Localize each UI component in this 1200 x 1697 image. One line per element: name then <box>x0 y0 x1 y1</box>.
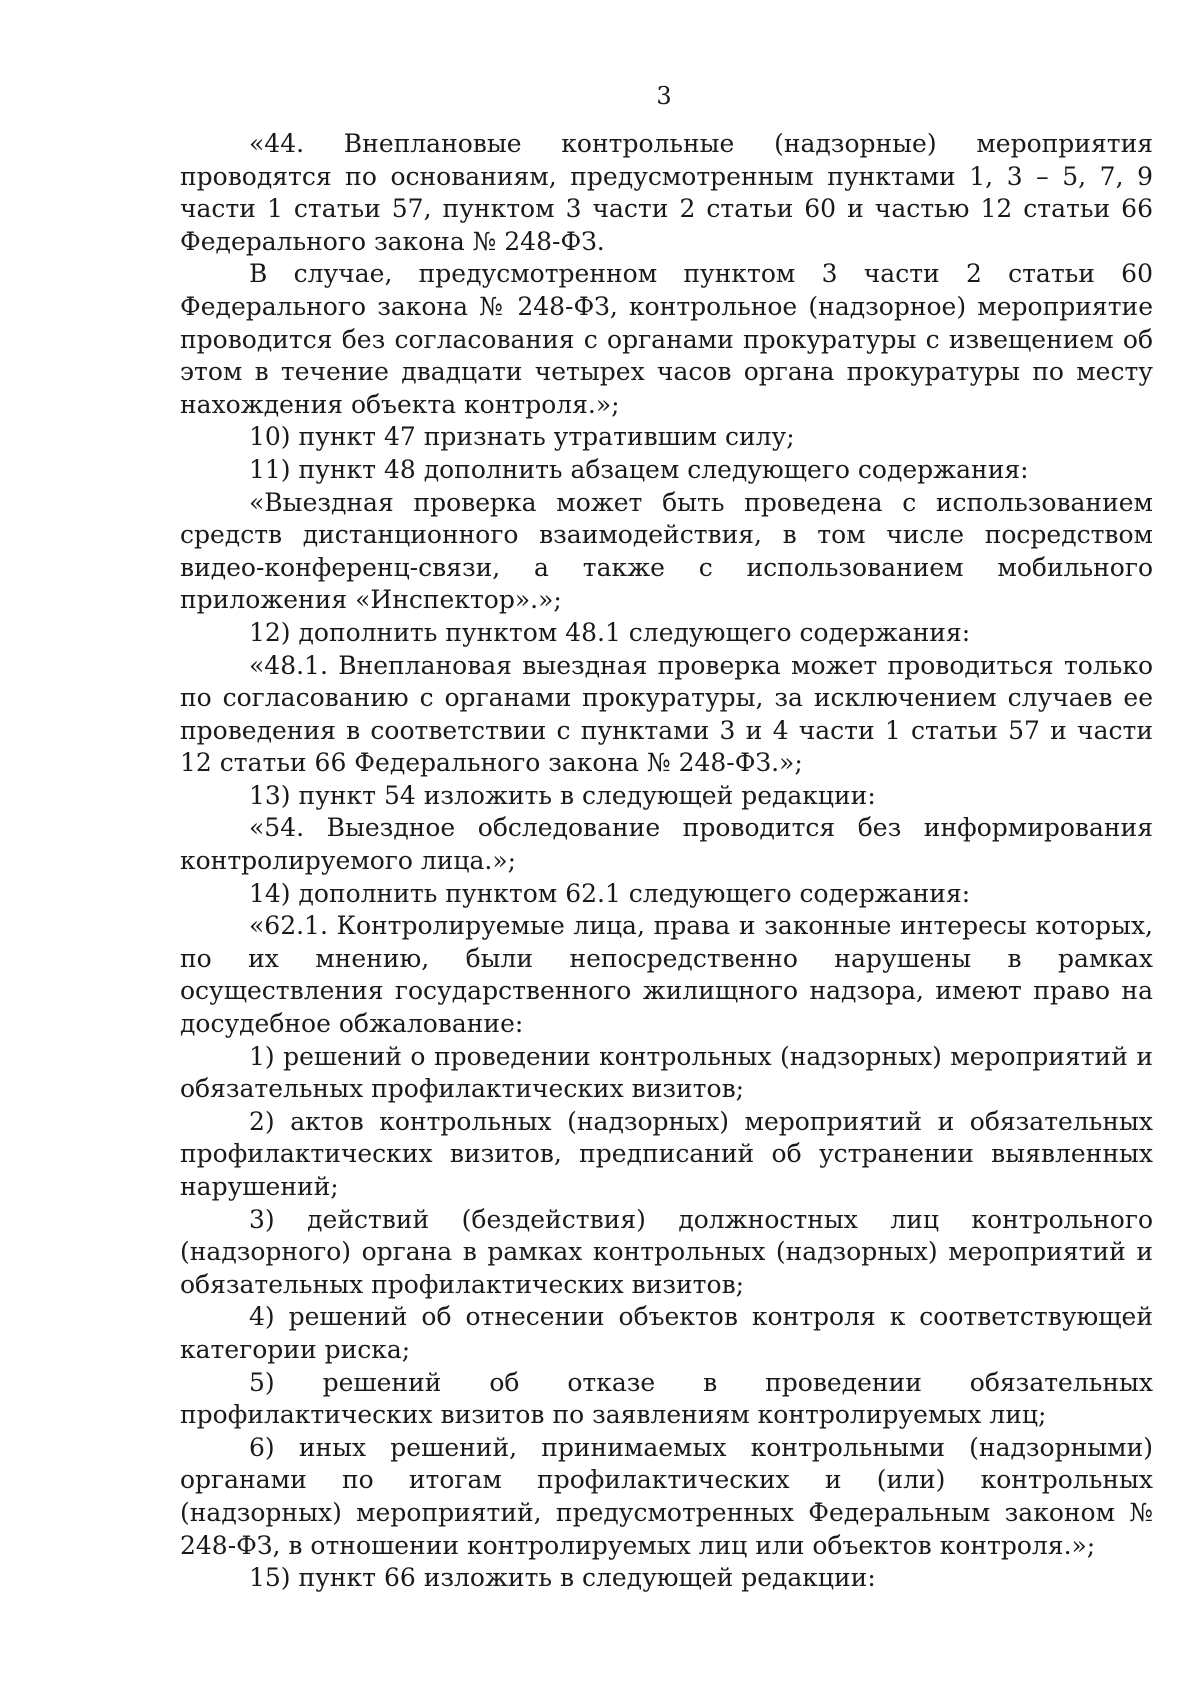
paragraph-item-11-text: «Выездная проверка может быть проведена с использованием средств дистанционного взаимодействия, в том числе посредством видео-конференц-связи, а также с использованием мобильного приложения «Инспектор».»; <box>180 487 1153 615</box>
list-item-4: 4) решений об отнесении объектов контроля к соответствующей категории риска; <box>180 1302 1153 1364</box>
paragraph-item-13: 13) пункт 54 изложить в следующей редакции: <box>249 780 876 810</box>
paragraph-item-10: 10) пункт 47 признать утратившим силу; <box>249 422 795 452</box>
paragraph-54: «54. Выездное обследование проводится без информирования контролируемого лица.»; <box>180 813 1153 876</box>
page-number: 3 <box>656 82 672 110</box>
list-item-6: 6) иных решений, принимаемых контрольными (надзорными) органами по итогам профилактических и (или) контрольных (надзорных) мероприятий, предусмотренных Федеральным законом № 248-ФЗ, в отношении контролируемых лиц или объектов контроля.»; <box>180 1432 1153 1560</box>
paragraph-item-11: 11) пункт 48 дополнить абзацем следующего содержания: <box>249 454 1029 484</box>
list-item-2: 2) актов контрольных (надзорных) мероприятий и обязательных профилактических визитов, предписаний об устранении выявленных нарушений; <box>180 1106 1153 1201</box>
document-body <box>180 128 1153 1595</box>
paragraph-item-14: 14) дополнить пунктом 62.1 следующего содержания: <box>249 878 971 908</box>
paragraph-item-12: 12) дополнить пунктом 48.1 следующего содержания: <box>249 617 971 647</box>
paragraph-44-case: В случае, предусмотренном пунктом 3 части 2 статьи 60 Федерального закона № 248-ФЗ, контрольное (надзорное) мероприятие проводится без согласования с органами прокуратуры с извещением об этом в течение двадцати четырех часов органа прокуратуры по месту нахождения объекта контроля.»; <box>180 259 1153 419</box>
paragraph-48-1: «48.1. Внеплановая выездная проверка может проводиться только по согласованию с органами прокуратуры, за исключением случаев ее проведения в соответствии с пунктами 3 и 4 части 1 статьи 57 и части 12 статьи 66 Федерального закона № 248-ФЗ.»; <box>180 650 1153 778</box>
list-item-3: 3) действий (бездействия) должностных лиц контрольного (надзорного) органа в рамках контрольных (надзорных) мероприятий и обязательных профилактических визитов; <box>180 1204 1153 1299</box>
paragraph-item-15: 15) пункт 66 изложить в следующей редакции: <box>249 1563 876 1593</box>
paragraph-62-1: «62.1. Контролируемые лица, права и законные интересы которых, по их мнению, были непосредственно нарушены в рамках осуществления государственного жилищного надзора, имеют право на досудебное обжалование: <box>180 911 1153 1039</box>
list-item-1: 1) решений о проведении контрольных (надзорных) мероприятий и обязательных профилактических визитов; <box>180 1041 1153 1104</box>
list-item-5: 5) решений об отказе в проведении обязательных профилактических визитов по заявлениям контролируемых лиц; <box>180 1367 1153 1430</box>
paragraph-44: «44. Внеплановые контрольные (надзорные) мероприятия проводятся по основаниям, предусмотренным пунктами 1, 3 – 5, 7, 9 части 1 статьи 57, пунктом 3 части 2 статьи 60 и частью 12 статьи 66 Федерального закона № 248-ФЗ. <box>180 129 1153 256</box>
